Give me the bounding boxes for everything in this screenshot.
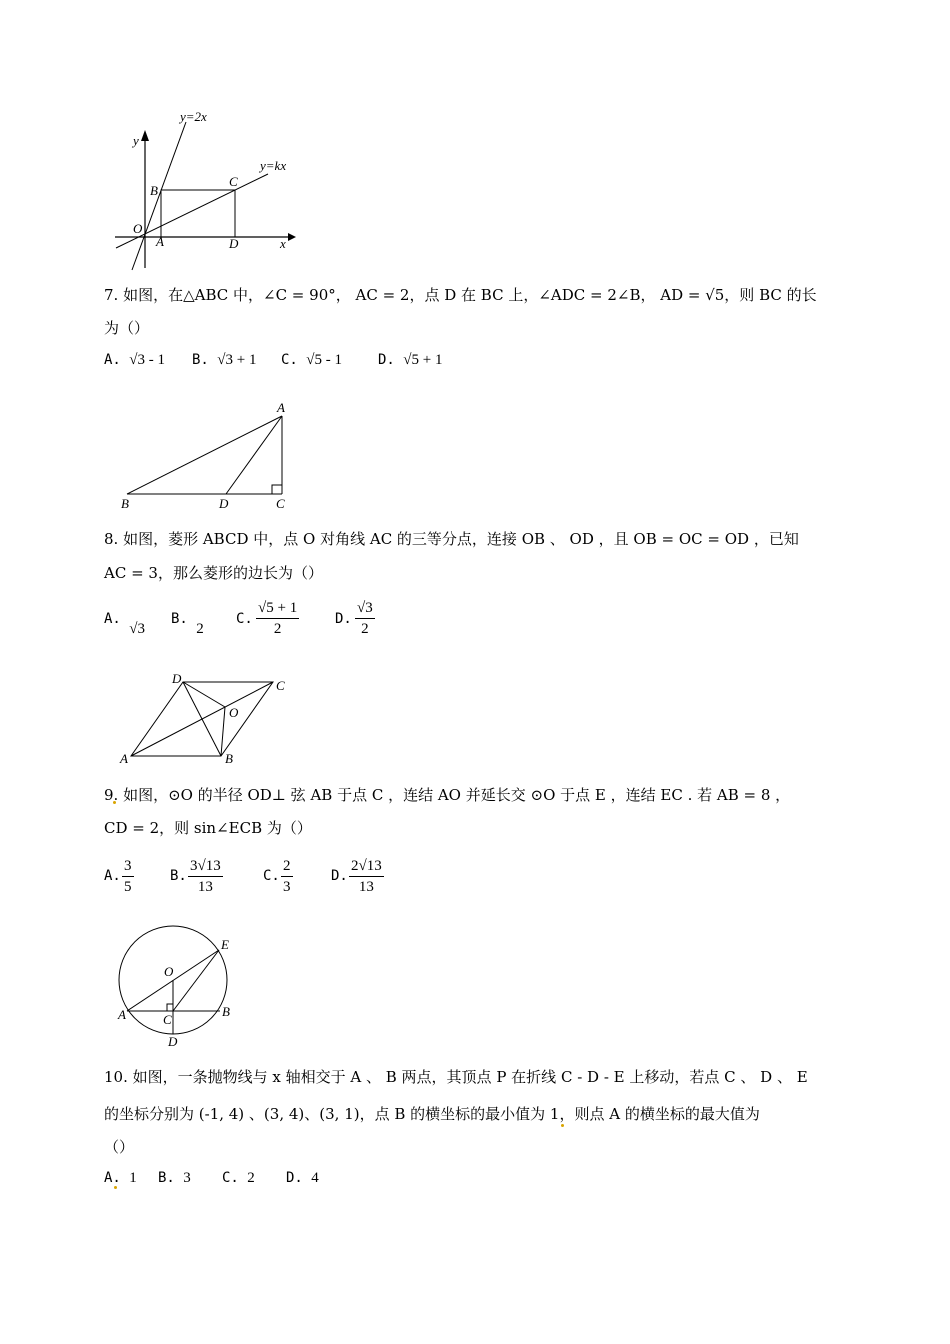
label-c: C [276, 678, 285, 693]
q9-option-c-letter: C. [263, 868, 280, 884]
label-d: D [168, 1034, 178, 1049]
right-angle-mark [167, 1004, 173, 1011]
q10-mark-dot [561, 1124, 564, 1127]
q7-option-b[interactable] [192, 352, 257, 369]
q9-option-c-denominator: 3 [283, 879, 291, 895]
q9-option-b-letter: B. [170, 868, 187, 884]
q9-option-a-denominator: 5 [124, 879, 132, 895]
q8-option-a-value: √3 [129, 621, 146, 637]
q7-option-d-letter: D. [378, 352, 395, 368]
q7-option-c[interactable] [281, 352, 342, 369]
label-d: D [229, 236, 239, 251]
q9-option-c-fraction[interactable] [281, 856, 293, 897]
q10-option-a-value: 1 [129, 1170, 137, 1186]
q9-option-b-fraction[interactable] [188, 856, 223, 897]
segment-ob [221, 707, 225, 756]
q10-stem-line2: 的坐标分别为 (-1, 4) 、(3, 4)、(3, 1)，点 B 的横坐标的最小值为 1，则点 A 的横坐标的最大值为 [104, 1105, 760, 1123]
q9-option-c-numerator: 2 [281, 856, 293, 877]
q9-option-a-fraction[interactable] [122, 856, 134, 897]
q8-option-d-denominator: 2 [361, 621, 369, 637]
q8-option-d-letter: D. [335, 611, 352, 627]
label-a: A [120, 751, 128, 766]
q10-option-d-value: 4 [311, 1170, 319, 1186]
q7-option-c-value: √5 - 1 [306, 352, 343, 368]
q7-option-b-value: √3 + 1 [217, 352, 257, 368]
rectangle-abcd [161, 190, 235, 237]
label-o: O [229, 705, 239, 720]
figure-q6-graph [110, 108, 300, 273]
q10-option-d-letter: D. [286, 1170, 303, 1186]
label-y: y [133, 133, 139, 148]
q7-option-a[interactable] [104, 352, 165, 369]
q10-option-b[interactable] [158, 1170, 191, 1187]
q10-option-a[interactable] [104, 1170, 137, 1187]
q7-option-c-letter: C. [281, 352, 298, 368]
figure-q8-rhombus [115, 668, 300, 768]
q8-option-c-numerator: √5 + 1 [256, 598, 299, 619]
q8-option-d-numerator: √3 [355, 598, 375, 619]
label-c: C [229, 174, 238, 189]
q7-stem-line1: 7. 如图，在△ABC 中，∠C = 90°， AC = 2，点 D 在 BC 上，∠ADC = 2∠B， AD = √5，则 BC 的长 [104, 286, 817, 304]
figure-q9-circle [110, 918, 245, 1053]
q10-option-a-letter: A. [104, 1170, 121, 1186]
label-d: D [172, 671, 182, 686]
label-a: A [156, 234, 164, 249]
label-b: B [225, 751, 233, 766]
q9-option-d-letter: D. [331, 868, 348, 884]
q8-option-a[interactable] [104, 611, 146, 637]
q7-option-d[interactable] [378, 352, 443, 369]
q8-option-c-fraction[interactable] [256, 598, 299, 639]
y-axis-arrow [141, 130, 149, 141]
q8-option-d-fraction[interactable] [355, 598, 375, 639]
label-a: A [118, 1007, 126, 1022]
label-c: C [163, 1012, 172, 1027]
label-c: C [276, 496, 285, 511]
q10-option-d[interactable] [286, 1170, 319, 1187]
q8-option-b-value: 2 [196, 621, 204, 637]
q7-option-a-value: √3 - 1 [129, 352, 166, 368]
q8-option-c-denominator: 2 [273, 621, 282, 637]
q10-option-b-value: 3 [183, 1170, 191, 1186]
label-x: x [280, 236, 286, 251]
q10-option-b-letter: B. [158, 1170, 175, 1186]
q9-option-b-denominator: 13 [197, 879, 213, 895]
q9-option-d-denominator: 13 [358, 879, 374, 895]
q9-option-d-fraction[interactable] [349, 856, 384, 897]
q9-stem-line1: 9. 如图，⊙O 的半径 OD⊥ 弦 AB 于点 C ，连结 AO 并延长交 ⊙O 于点 E ，连结 EC . 若 AB = 8 ， [104, 786, 791, 804]
x-axis-arrow [288, 233, 296, 241]
q8-option-b[interactable] [171, 611, 204, 637]
label-d: D [219, 496, 229, 511]
q9-option-b-numerator: 3√13 [188, 856, 223, 877]
q9-stem-line2: CD = 2，则 sin∠ECB 为（） [104, 819, 312, 837]
right-angle-mark [272, 485, 282, 494]
figure-q7-triangle [115, 398, 295, 513]
side-ab [127, 416, 282, 494]
q8-stem-line1: 8. 如图，菱形 ABCD 中，点 O 对角线 AC 的三等分点，连接 OB 、 OD ，且 OB = OC = OD ，已知 [104, 530, 799, 548]
label-y2x: y=2x [180, 109, 207, 124]
label-o: O [164, 964, 174, 979]
segment-ad [226, 416, 282, 494]
q10-option-c[interactable] [222, 1170, 255, 1187]
q10-option-c-value: 2 [247, 1170, 255, 1186]
q9-option-a-letter: A. [104, 868, 121, 884]
q10-option-c-letter: C. [222, 1170, 239, 1186]
label-b: B [121, 496, 129, 511]
label-b: B [222, 1004, 230, 1019]
q9-option-a-numerator: 3 [122, 856, 134, 877]
label-b: B [150, 183, 158, 198]
q7-stem-line2: 为（） [104, 319, 150, 337]
q10-stem-line3: （） [104, 1138, 135, 1156]
label-ykx: y=kx [260, 158, 287, 173]
q9-option-d-numerator: 2√13 [349, 856, 384, 877]
q8-option-a-letter: A. [104, 611, 121, 627]
q8-option-c-letter: C. [236, 611, 253, 627]
label-e: E [221, 937, 229, 952]
q7-option-b-letter: B. [192, 352, 209, 368]
q7-option-d-value: √5 + 1 [403, 352, 443, 368]
label-o: O [133, 221, 143, 236]
label-a: A [277, 400, 285, 415]
q8-stem-line2: AC = 3，那么菱形的边长为（） [104, 564, 323, 582]
segment-ec [173, 950, 219, 1011]
q7-option-a-letter: A. [104, 352, 121, 368]
q8-option-b-letter: B. [171, 611, 188, 627]
q10-stem-line1: 10. 如图，一条抛物线与 x 轴相交于 A 、 B 两点，其顶点 P 在折线 C - D - E 上移动，若点 C 、 D 、 E [104, 1068, 808, 1086]
